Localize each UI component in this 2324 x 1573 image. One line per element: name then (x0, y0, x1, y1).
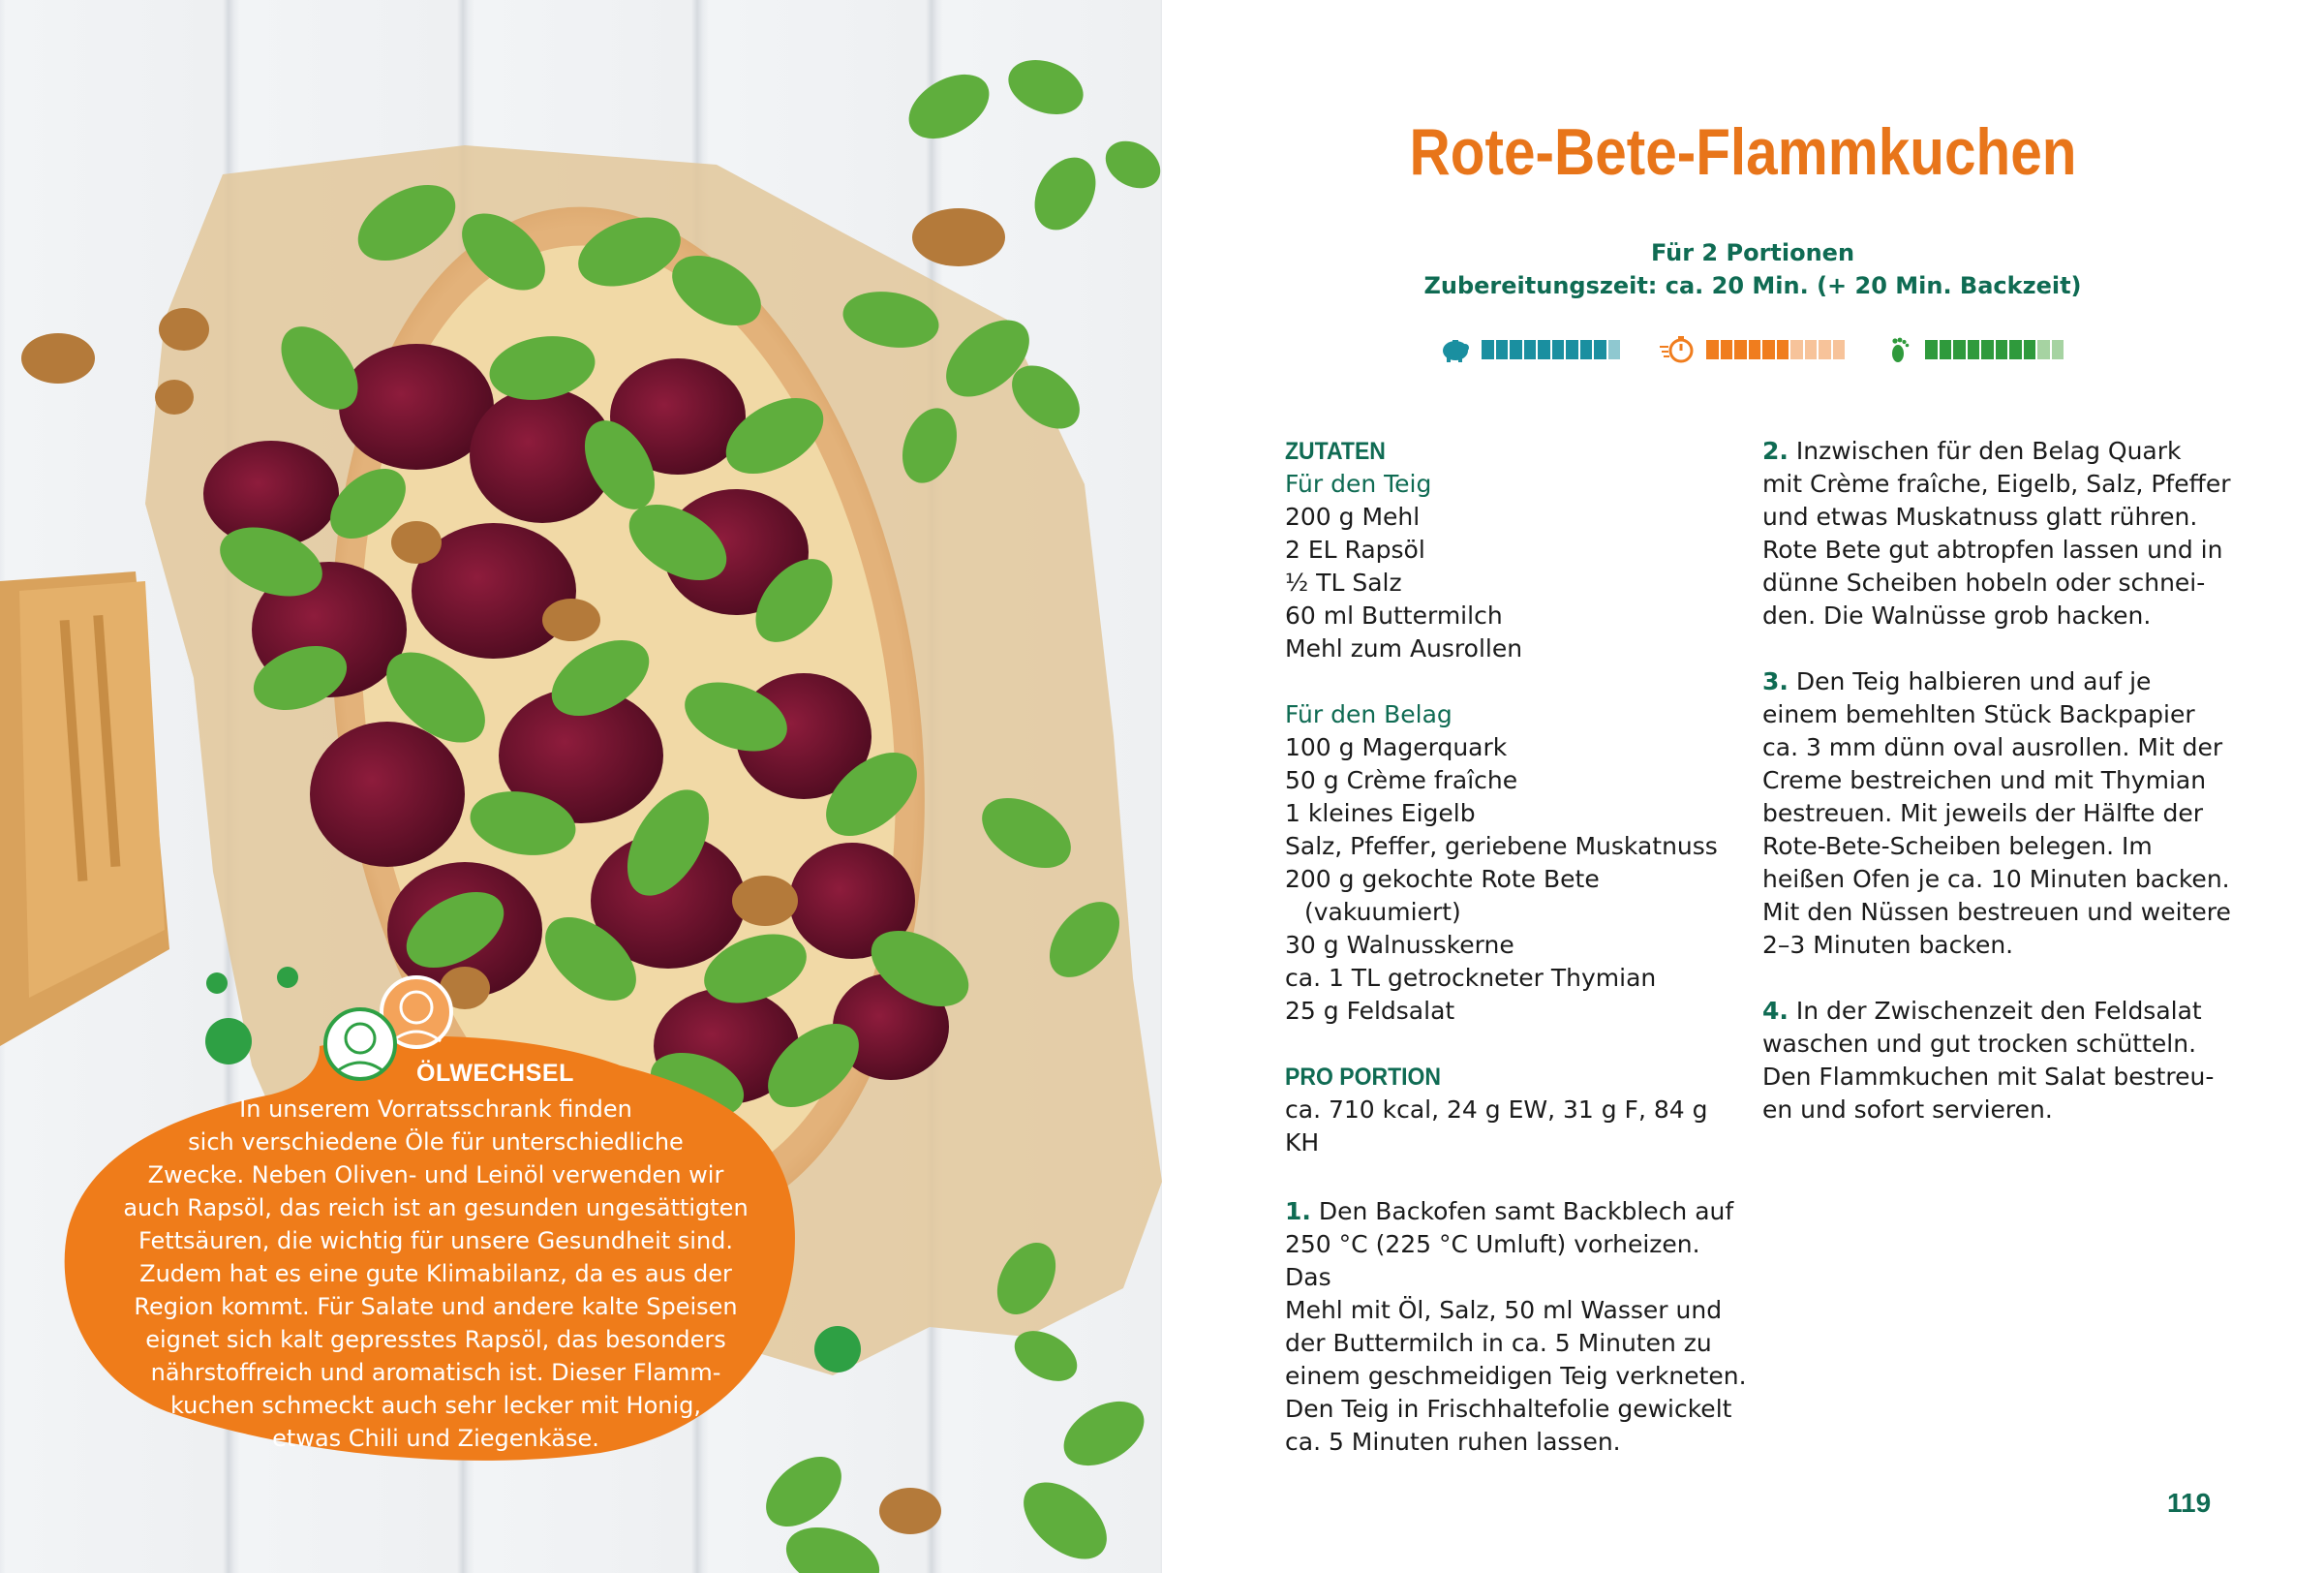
recipe-title: Rote-Bete-Flammkuchen (1409, 115, 2077, 189)
ingredient-item: 100 g Magerquark (1285, 733, 1508, 761)
tip-line: nährstoffreich und aromatisch ist. Dieser Flamm- (150, 1359, 721, 1386)
ingredient-item: 200 g Mehl (1285, 503, 1421, 531)
step-line: ca. 5 Minuten ruhen lassen. (1285, 1428, 1621, 1456)
ingredient-item: Mehl zum Ausrollen (1285, 634, 1523, 663)
rating-segment (1790, 340, 1803, 359)
step-number: 4. (1762, 997, 1789, 1025)
tip-line: Zwecke. Neben Oliven- und Leinöl verwenden wir (147, 1161, 724, 1188)
ingredient-item: 25 g Feldsalat (1285, 997, 1455, 1025)
time-rating (1658, 335, 1847, 364)
piggy-bank-icon (1439, 335, 1472, 364)
step-line: Creme bestreichen und mit Thymian (1762, 766, 2207, 794)
step-1 (1285, 1195, 1750, 1459)
servings: Für 2 Portionen (1650, 239, 1855, 266)
rating-segment (1552, 340, 1565, 359)
step-line: dünne Scheiben hobeln oder schnei- (1762, 569, 2206, 597)
rating-segment (1981, 340, 1994, 359)
tip-line: sich verschiedene Öle für unterschiedliche (188, 1128, 684, 1156)
ingredient-item: ½ TL Salz (1285, 569, 1402, 597)
step-2 (1762, 435, 2247, 632)
step-line: 250 °C (225 °C Umluft) vorheizen. Das (1285, 1230, 1700, 1291)
wooden-spatula (0, 571, 169, 1046)
ingredients-column (1285, 435, 1740, 1159)
topping-heading: Für den Belag (1285, 700, 1452, 728)
rating-segment (1594, 340, 1606, 359)
ingredient-item: 50 g Crème fraîche (1285, 766, 1518, 794)
ingredient-item: Salz, Pfeffer, geriebene Muskatnuss (1285, 832, 1718, 860)
rating-segment (1734, 340, 1747, 359)
nutrition-value: ca. 710 kcal, 24 g EW, 31 g F, 84 g KH (1285, 1095, 1708, 1157)
time-level-bar (1706, 340, 1847, 359)
cost-level-bar (1482, 340, 1622, 359)
step-line: einem geschmeidigen Teig verkneten. (1285, 1362, 1747, 1390)
rating-segment (2009, 340, 2022, 359)
tip-line: kuchen schmeckt auch sehr lecker mit Honig, (170, 1392, 701, 1419)
rating-segment (1538, 340, 1550, 359)
tip-line: Zudem hat es eine gute Klimabilanz, da es aus der (139, 1260, 732, 1287)
step-number: 3. (1762, 667, 1789, 695)
ingredient-item: 60 ml Buttermilch (1285, 601, 1503, 630)
step-line: In der Zwischenzeit den Feldsalat (1795, 997, 2202, 1025)
tip-line: auch Rapsöl, das reich ist an gesunden ungesättigten (123, 1194, 749, 1221)
rating-segment (1608, 340, 1621, 359)
step-line: und etwas Muskatnuss glatt rühren. (1762, 503, 2198, 531)
step-line: heißen Ofen je ca. 10 Minuten backen. (1762, 865, 2230, 893)
step-line: waschen und gut trocken schütteln. (1762, 1030, 2197, 1058)
page-number: 119 (2167, 1488, 2212, 1518)
tip-text (107, 1093, 765, 1455)
step-3 (1762, 665, 2247, 962)
step-line: Den Teig in Frischhaltefolie gewickelt (1285, 1395, 1732, 1423)
rating-segment (1940, 340, 1952, 359)
rating-segment (1968, 340, 1980, 359)
rating-segment (1566, 340, 1578, 359)
rating-segment (2024, 340, 2036, 359)
rating-segment (1805, 340, 1818, 359)
step-line: Inzwischen für den Belag Quark (1795, 437, 2182, 465)
step-number: 1. (1285, 1197, 1311, 1225)
ingredient-item: 200 g gekochte Rote Bete (1285, 865, 1600, 893)
step-line: Mehl mit Öl, Salz, 50 ml Wasser und (1285, 1296, 1723, 1324)
tip-title: ÖLWECHSEL (416, 1060, 574, 1087)
ingredient-item: 30 g Walnusskerne (1285, 931, 1514, 959)
step-line: en und sofort servieren. (1762, 1095, 2053, 1124)
footprint-level-bar (1925, 340, 2065, 359)
step-line: mit Crème fraîche, Eigelb, Salz, Pfeffer (1762, 470, 2231, 498)
prep-time: Zubereitungszeit: ca. 20 Min. (+ 20 Min. Backzeit) (1423, 272, 2082, 299)
rating-segment (1721, 340, 1733, 359)
step-line: einem bemehlten Stück Backpapier (1762, 700, 2195, 728)
step-line: der Buttermilch in ca. 5 Minuten zu (1285, 1329, 1712, 1357)
rating-segment (2037, 340, 2050, 359)
tip-line: etwas Chili und Ziegenkäse. (272, 1425, 599, 1452)
step-number: 2. (1762, 437, 1789, 465)
rating-segment (1953, 340, 1966, 359)
rating-segment (1580, 340, 1593, 359)
rating-segment (1749, 340, 1761, 359)
rating-segment (2052, 340, 2064, 359)
step-line: bestreuen. Mit jeweils der Hälfte der (1762, 799, 2203, 827)
rating-segment (1777, 340, 1789, 359)
rating-segment (1510, 340, 1522, 359)
tip-line: eignet sich kalt gepresstes Rapsöl, das besonders (145, 1326, 726, 1353)
step-line: Rote Bete gut abtropfen lassen und in (1762, 536, 2223, 564)
ingredient-item: (vakuumiert) (1304, 898, 1461, 926)
step-line: Den Flammkuchen mit Salat bestreu- (1762, 1063, 2215, 1091)
nutrition-heading: PRO PORTION (1285, 1064, 1442, 1091)
ingredients-heading: ZUTATEN (1285, 438, 1386, 465)
rating-segment (1706, 340, 1719, 359)
rating-segment (1524, 340, 1537, 359)
rating-segment (1996, 340, 2008, 359)
rating-segment (1833, 340, 1846, 359)
step-4 (1762, 995, 2247, 1126)
step-line: Den Backofen samt Backblech auf (1318, 1197, 1734, 1225)
rating-segment (1482, 340, 1494, 359)
tip-line: Region kommt. Für Salate und andere kalte Speisen (134, 1293, 738, 1320)
footprint-icon (1886, 335, 1915, 364)
rating-segment (1496, 340, 1509, 359)
step-line: Mit den Nüssen bestreuen und weitere (1762, 898, 2231, 926)
step-line: Rote-Bete-Scheiben belegen. Im (1762, 832, 2153, 860)
stopwatch-icon (1658, 335, 1697, 364)
tip-line: In unserem Vorratsschrank finden (239, 1095, 632, 1123)
rating-segment (1819, 340, 1831, 359)
rating-segment (1762, 340, 1775, 359)
ingredient-item: ca. 1 TL getrockneter Thymian (1285, 964, 1657, 992)
recipe-meta (1394, 236, 2111, 302)
cost-rating (1439, 335, 1622, 364)
footprint-rating (1886, 335, 2065, 364)
step-line: den. Die Walnüsse grob hacken. (1762, 601, 2152, 630)
step-line: Den Teig halbieren und auf je (1795, 667, 2152, 695)
tip-line: Fettsäuren, die wichtig für unsere Gesundheit sind. (138, 1227, 734, 1254)
dough-heading: Für den Teig (1285, 470, 1432, 498)
ingredient-item: 2 EL Rapsöl (1285, 536, 1425, 564)
ingredient-item: 1 kleines Eigelb (1285, 799, 1476, 827)
step-line: ca. 3 mm dünn oval ausrollen. Mit der (1762, 733, 2223, 761)
rating-segment (1925, 340, 1938, 359)
step-line: 2–3 Minuten backen. (1762, 931, 2014, 959)
steps-column (1762, 435, 2247, 1126)
